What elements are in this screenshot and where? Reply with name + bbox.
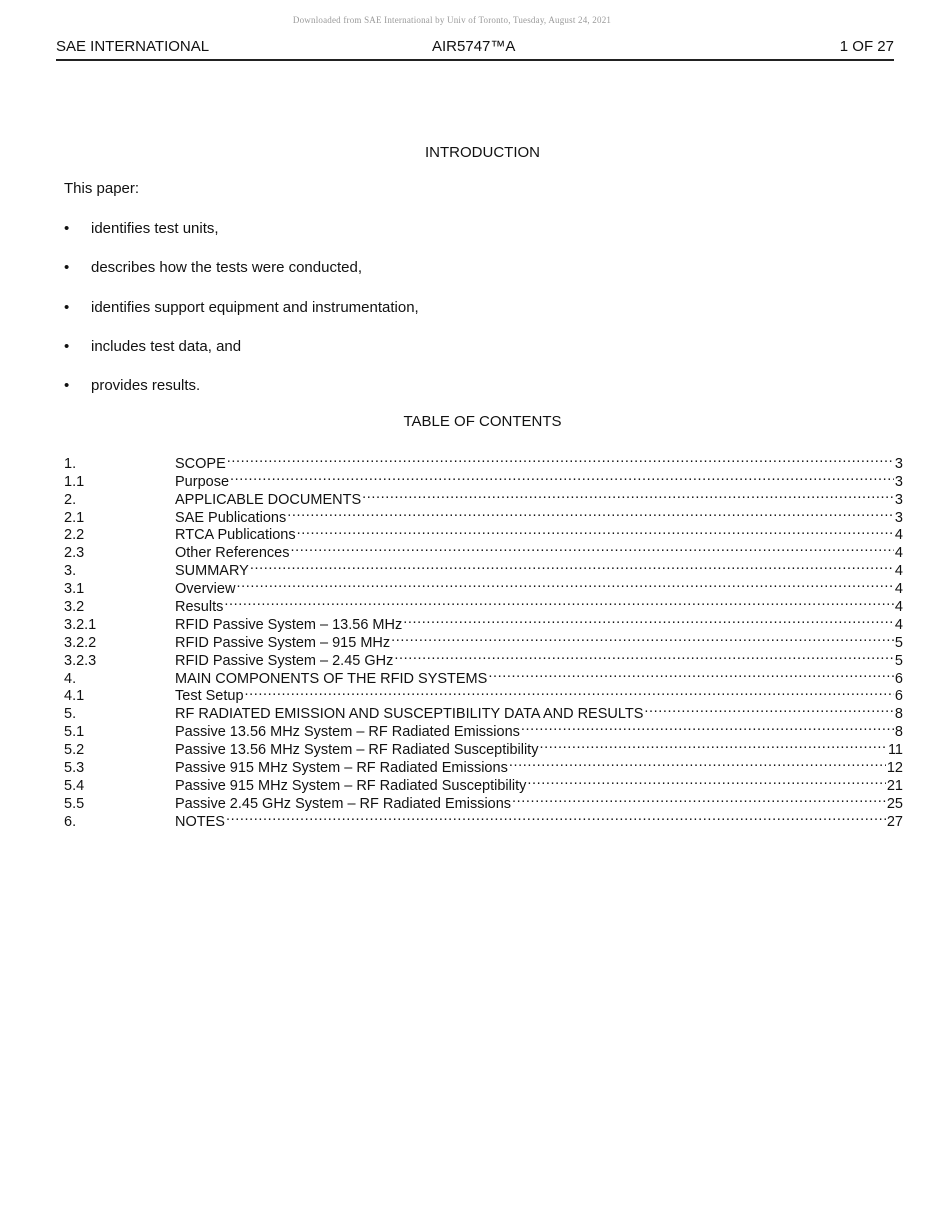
toc-entry-title: APPLICABLE DOCUMENTS [175, 491, 362, 508]
toc-entry-page: 6 [894, 670, 903, 687]
toc-entry-title: NOTES [175, 813, 225, 830]
toc-entry-page: 21 [886, 777, 903, 794]
toc-entry-number: 5.2 [64, 742, 85, 759]
bullet-icon: • [64, 220, 70, 237]
header-org: SAE INTERNATIONAL [56, 38, 210, 55]
toc-entry-page: 4 [894, 545, 903, 562]
introduction-heading: INTRODUCTION [425, 144, 540, 161]
toc-entry-title: Overview [175, 581, 236, 598]
toc-entry-number: 1. [64, 455, 77, 472]
toc-entry-page: 4 [894, 616, 903, 633]
bullet-text: identifies test units, [91, 220, 219, 237]
toc-dot-leader [227, 450, 894, 468]
bullet-icon: • [64, 337, 70, 355]
toc-entry-title: SUMMARY [175, 563, 249, 580]
bullet-text: includes test data, and [91, 337, 242, 355]
toc-entry-title: Passive 2.45 GHz System – RF Radiated Emissions [175, 795, 512, 812]
toc-entry-page: 5 [894, 652, 903, 669]
toc-entry-number: 2. [64, 491, 77, 508]
page-header [56, 38, 894, 61]
toc-dot-leader [394, 647, 894, 665]
toc-dot-leader [403, 611, 894, 629]
bullet-item [64, 220, 419, 259]
toc-entry-title: Passive 13.56 MHz System – RF Radiated Susceptibility [175, 742, 539, 759]
bullet-text: describes how the tests were conducted, [91, 259, 362, 277]
toc-dot-leader [539, 736, 886, 754]
toc-entry-number: 5.1 [64, 724, 85, 741]
toc-dot-leader [290, 539, 893, 557]
bullet-item [64, 259, 419, 298]
toc-dot-leader [297, 522, 894, 540]
toc-entry-title: RFID Passive System – 915 MHz [175, 634, 391, 651]
bullet-item [64, 377, 419, 416]
toc-entry-page: 8 [894, 724, 903, 741]
toc-entry-title: Other References [175, 545, 290, 562]
bullet-icon: • [64, 298, 70, 316]
toc-entry-title: SCOPE [175, 455, 226, 472]
toc-entry-title: MAIN COMPONENTS OF THE RFID SYSTEMS [175, 670, 488, 687]
toc-entry-page: 6 [894, 688, 903, 705]
toc-entry-title: Passive 13.56 MHz System – RF Radiated Emissions [175, 724, 520, 741]
toc-entry-page: 25 [886, 795, 903, 812]
toc-entry-page: 4 [894, 563, 903, 580]
toc-dot-leader [226, 808, 886, 826]
toc-dot-leader [245, 683, 894, 701]
toc-entry-title: SAE Publications [175, 509, 287, 526]
toc-entry-number: 3.2.2 [64, 634, 97, 651]
toc-dot-leader [644, 700, 894, 718]
toc-dot-leader [512, 790, 886, 808]
toc-dot-leader [362, 486, 894, 504]
toc-heading: TABLE OF CONTENTS [403, 413, 562, 430]
toc-entry-number: 3.1 [64, 581, 85, 598]
toc-dot-leader [488, 665, 894, 683]
toc-entry-page: 5 [894, 634, 903, 651]
header-page-number: 1 OF 27 [839, 38, 894, 55]
introduction-lead: This paper: [64, 180, 140, 197]
toc-entry-number: 5.5 [64, 795, 85, 812]
toc-entry-number: 3. [64, 563, 77, 580]
toc-entry-page: 3 [894, 455, 903, 472]
toc-dot-leader [509, 754, 886, 772]
toc-dot-leader [391, 629, 894, 647]
toc-entry-number: 2.2 [64, 527, 85, 544]
toc-entry-number: 5. [64, 706, 77, 723]
toc-entry-page: 11 [887, 742, 903, 759]
toc-entry-number: 3.2 [64, 599, 85, 616]
toc-entry-page: 3 [894, 491, 903, 508]
toc-dot-leader [527, 772, 885, 790]
toc-entry-number: 1.1 [64, 473, 85, 490]
toc-dot-leader [236, 575, 893, 593]
toc-entry-page: 3 [894, 473, 903, 490]
toc-entry-number: 4.1 [64, 688, 85, 705]
bullet-text: identifies support equipment and instrumentation, [91, 298, 419, 316]
toc-entry-page: 4 [894, 581, 903, 598]
toc-entry-page: 27 [886, 813, 903, 830]
header-doc-id: AIR5747™A [432, 38, 516, 55]
toc-entry-page: 8 [894, 706, 903, 723]
download-watermark: Downloaded from SAE International by Univ of Toronto, Tuesday, August 24, 2021 [292, 15, 612, 25]
bullet-icon: • [64, 259, 70, 277]
bullet-icon: • [64, 377, 70, 395]
toc-entry-title: Results [175, 599, 224, 616]
toc-entry-number: 2.1 [64, 509, 85, 526]
introduction-bullet-list [64, 220, 419, 416]
toc-entry-number: 2.3 [64, 545, 85, 562]
toc-entry-title: RFID Passive System – 2.45 GHz [175, 652, 394, 669]
toc-entry-number: 5.4 [64, 777, 85, 794]
toc-dot-leader [230, 468, 894, 486]
toc-entry-number: 5.3 [64, 760, 85, 777]
toc-entry-title: RF RADIATED EMISSION AND SUSCEPTIBILITY DATA AND RESULTS [175, 706, 644, 723]
toc-dot-leader [521, 718, 894, 736]
toc-entry-title: Test Setup [175, 688, 244, 705]
toc-entry-page: 4 [894, 599, 903, 616]
toc-entry-title: RTCA Publications [175, 527, 296, 544]
bullet-item [64, 299, 419, 338]
toc-entry-number: 3.2.3 [64, 652, 97, 669]
toc-entry-number: 3.2.1 [64, 616, 97, 633]
toc-entry-number: 6. [64, 813, 77, 830]
toc-entry-title: Passive 915 MHz System – RF Radiated Susceptibility [175, 777, 527, 794]
toc-dot-leader [224, 593, 894, 611]
bullet-text: provides results. [91, 377, 201, 395]
toc-entry-title: RFID Passive System – 13.56 MHz [175, 616, 403, 633]
toc-entry-page: 12 [886, 760, 903, 777]
toc-entry-scope[interactable] [64, 450, 903, 472]
toc-dot-leader [250, 557, 894, 575]
toc-entry-page: 3 [894, 509, 903, 526]
toc-dot-leader [287, 504, 894, 522]
table-of-contents [64, 450, 903, 830]
toc-entry-page: 4 [894, 527, 903, 544]
toc-entry-title: Passive 915 MHz System – RF Radiated Emissions [175, 760, 508, 777]
bullet-item [64, 338, 419, 377]
toc-entry-title: Purpose [175, 473, 230, 490]
toc-entry-number: 4. [64, 670, 77, 687]
